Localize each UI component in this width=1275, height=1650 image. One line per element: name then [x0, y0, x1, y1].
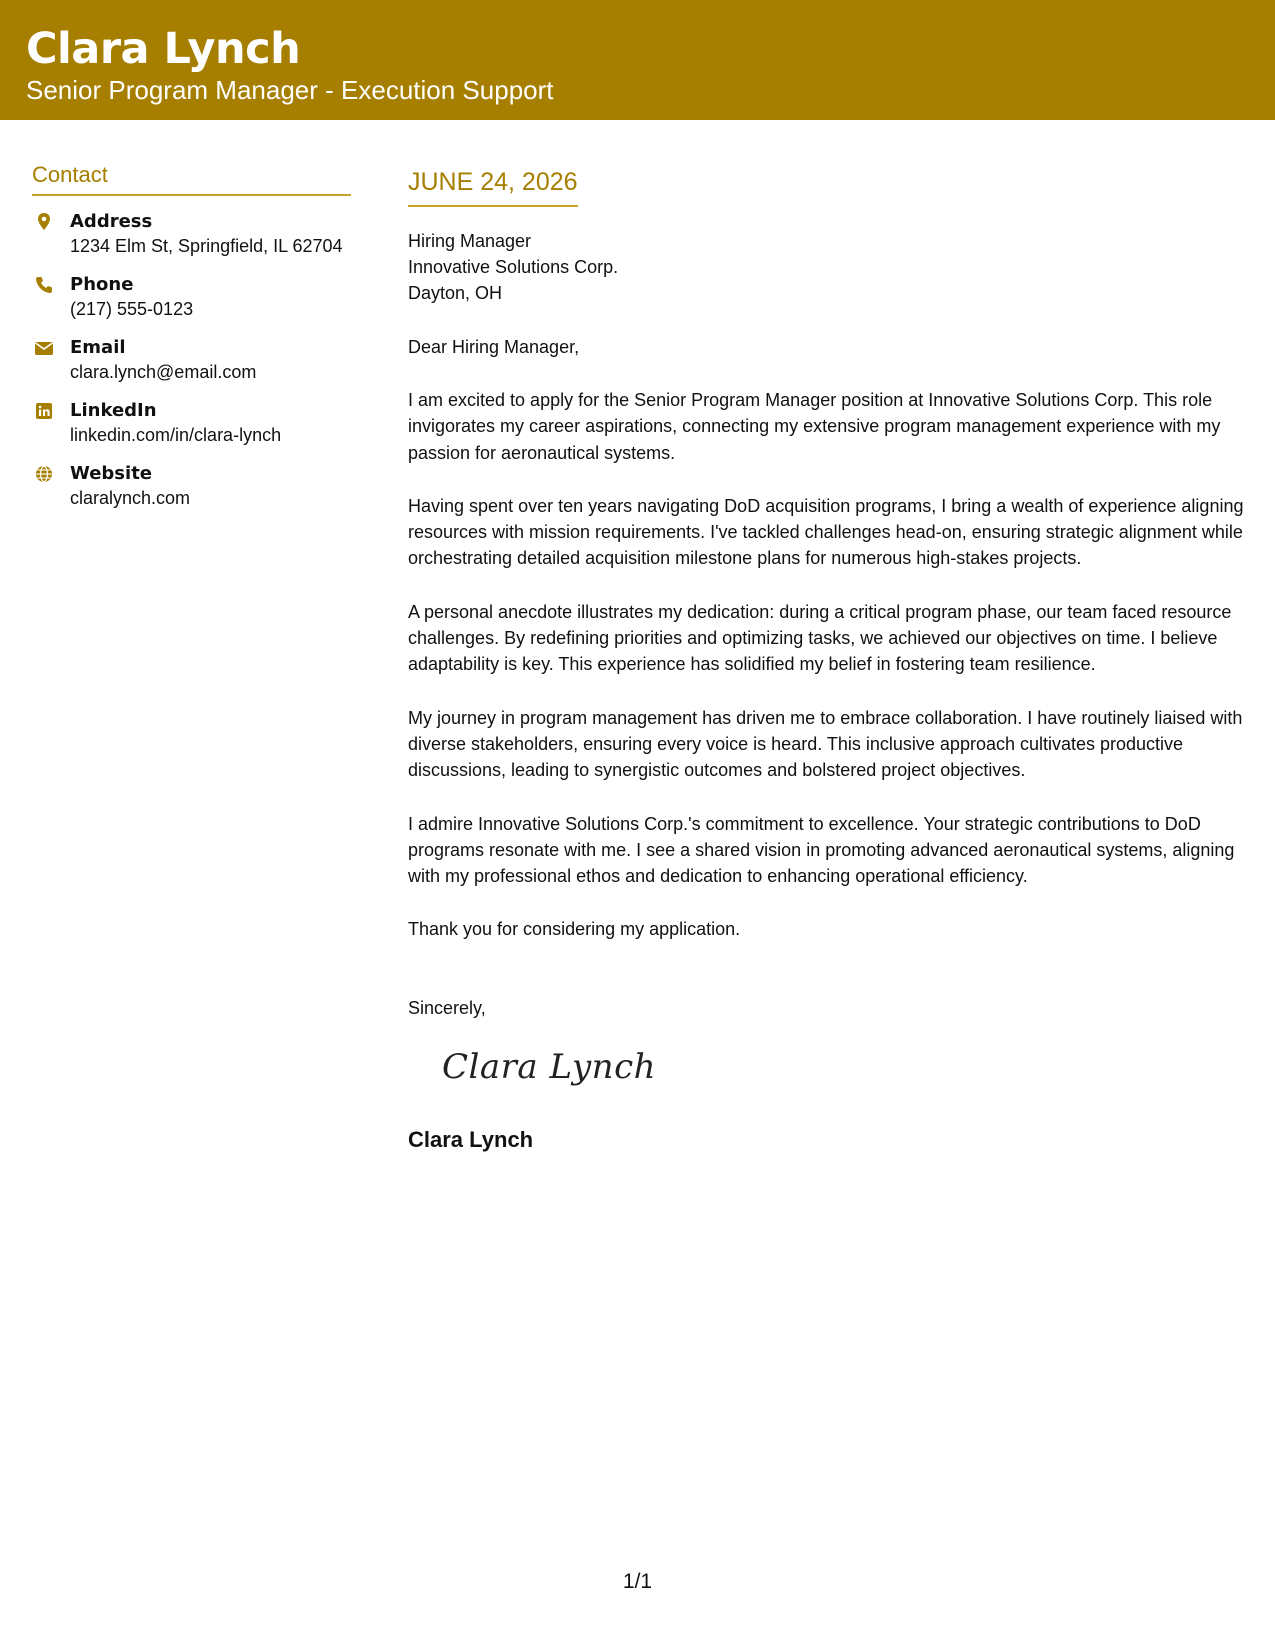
map-pin-icon [34, 212, 54, 232]
salutation: Dear Hiring Manager, [408, 337, 580, 357]
body-paragraph: A personal anecdote illustrates my dedication: during a critical program phase, our team faced resource challenges. By redefining priorities and optimizing tasks, we achieved our objectives on time. I believe adaptability is key. This experience has solidified my belief in fostering team resilience. [408, 601, 1232, 675]
recipient-line: Dayton, OH [408, 283, 503, 303]
applicant-name: Clara Lynch [26, 24, 301, 74]
contact-value: 1234 Elm St, Springfield, IL 62704 [70, 236, 343, 256]
header-banner [0, 0, 1275, 120]
handwritten-signature [442, 1047, 1248, 1103]
letter-body [408, 165, 1248, 1155]
body-paragraph: Thank you for considering my application. [408, 919, 741, 940]
contact-sidebar [32, 160, 352, 511]
contact-label: Email [70, 337, 126, 358]
contact-website [32, 462, 352, 511]
contact-label: Website [70, 463, 153, 484]
envelope-icon [34, 338, 54, 358]
contact-address [32, 210, 352, 259]
body-paragraph: Having spent over ten years navigating DoD acquisition programs, I bring a wealth of experience aligning resources with mission requirements. I've tackled challenges head-on, ensuring strategic alignment while orchestrating detailed acquisition milestone plans for numerous high-stakes projects. [408, 495, 1244, 569]
contact-value: clara.lynch@email.com [70, 362, 257, 382]
body-paragraph: My journey in program management has driven me to embrace collaboration. I have routinely liaised with diverse stakeholders, ensuring every voice is heard. This inclusive approach cultivates productive discussions, leading to synergistic outcomes and bolstered project objectives. [408, 707, 1243, 781]
contact-label: LinkedIn [70, 400, 157, 421]
phone-icon [34, 275, 54, 295]
letter-date: JUNE 24, 2026 [408, 165, 578, 207]
contact-linkedin [32, 399, 352, 448]
recipient-line: Hiring Manager [408, 231, 532, 251]
body-paragraph: I admire Innovative Solutions Corp.'s commitment to excellence. Your strategic contributions to DoD programs resonate with me. I see a shared vision in promoting advanced aeronautical systems, aligning with my professional ethos and dedication to enhancing operational efficiency. [408, 813, 1235, 887]
contact-label: Address [70, 211, 153, 232]
contact-heading: Contact [32, 160, 351, 196]
signed-name: Clara Lynch [408, 1126, 534, 1152]
signature-text: Clara Lynch [442, 1046, 657, 1087]
contact-phone [32, 273, 352, 322]
linkedin-icon [34, 401, 54, 421]
contact-label: Phone [70, 274, 134, 295]
applicant-role: Senior Program Manager - Execution Support [26, 75, 554, 105]
contact-email [32, 336, 352, 385]
globe-icon [34, 464, 54, 484]
contact-value: claralynch.com [70, 488, 191, 508]
recipient-block [408, 228, 1248, 306]
closing: Sincerely, [408, 997, 486, 1018]
body-paragraph: I am excited to apply for the Senior Program Manager position at Innovative Solutions Corp. This role invigorates my career aspirations, connecting my extensive program management experience with my passion for aeronautical systems. [408, 390, 1221, 463]
page-number: 1/1 [622, 1570, 653, 1593]
contact-value: (217) 555-0123 [70, 299, 194, 319]
contact-value: linkedin.com/in/clara-lynch [70, 425, 282, 445]
recipient-line: Innovative Solutions Corp. [408, 257, 619, 277]
